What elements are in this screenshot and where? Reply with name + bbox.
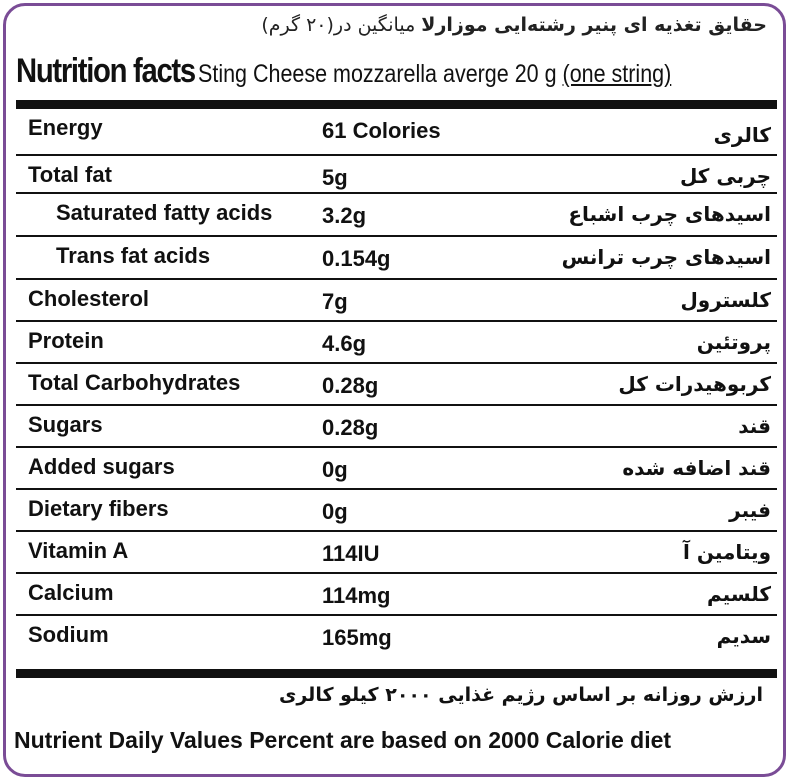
nutrient-name-fa: کربوهیدرات کل: [618, 372, 771, 396]
nutrient-name-fa: قند: [738, 414, 771, 438]
nutrient-name: Added sugars: [28, 454, 175, 479]
table-row: [16, 156, 777, 194]
table-row: [16, 194, 777, 237]
nutrient-value: 114mg: [322, 583, 391, 608]
nutrient-value: 5g: [322, 165, 348, 190]
nutrient-value: 165mg: [322, 625, 392, 650]
nutrient-name-fa: قند اضافه شده: [622, 456, 771, 480]
nutrient-name-fa: سدیم: [716, 624, 771, 648]
table-row: [16, 490, 777, 532]
nutrient-name-fa: پروتئین: [696, 330, 771, 354]
nutrient-value: 114IU: [322, 541, 380, 566]
serving-size: (one string): [562, 60, 672, 88]
table-row: [16, 237, 777, 280]
nutrient-name: Sodium: [28, 622, 109, 647]
english-footnote: Nutrient Daily Values Percent are based on 2000 Calorie diet: [14, 727, 672, 753]
persian-title: [20, 14, 767, 36]
nutrient-name: Energy: [28, 115, 103, 140]
persian-title-rest: میانگین در(۲۰ گرم): [261, 14, 416, 36]
nutrient-value: 4.6g: [322, 331, 367, 356]
top-rule: [16, 100, 777, 109]
nutrient-name: Sugars: [28, 412, 103, 437]
nutrient-name: Cholesterol: [28, 286, 150, 311]
table-row: [16, 406, 777, 448]
nutrient-name: Total Carbohydrates: [28, 370, 241, 395]
nutrient-value: 3.2g: [322, 203, 367, 228]
table-row: [16, 109, 777, 156]
nutrient-name-fa: کالری: [713, 123, 771, 147]
nutrient-name: Calcium: [28, 580, 114, 605]
nutrition-table: [16, 109, 777, 671]
nutrient-value: 0.154g: [322, 246, 391, 271]
table-row: [16, 532, 777, 574]
nutrient-name-fa: اسیدهای چرب ترانس: [561, 245, 771, 269]
nutrient-name-fa: ویتامین آ: [683, 540, 771, 564]
table-row: [16, 364, 777, 406]
nutrient-name: Vitamin A: [28, 538, 129, 563]
nutrition-facts-heading: Nutrition facts: [16, 52, 195, 90]
nutrient-value: 0g: [322, 457, 348, 482]
bottom-rule: [16, 669, 777, 678]
product-subtitle: [198, 60, 671, 89]
nutrient-name-fa: اسیدهای چرب اشباع: [568, 202, 771, 226]
nutrient-name: Total fat: [28, 162, 112, 187]
table-row: [16, 616, 777, 671]
nutrient-value: 0.28g: [322, 415, 379, 440]
nutrient-name-fa: چربی کل: [679, 164, 771, 188]
persian-footnote: ارزش روزانه بر اساس رژیم غذایی ۲۰۰۰ کیلو کالری: [278, 684, 763, 706]
product-name: Sting Cheese mozzarella averge 20 g: [198, 60, 557, 88]
table-row: [16, 322, 777, 364]
persian-title-bold: حقایق تغذیه ای پنیر رشته‌ایی موزارلا: [421, 14, 767, 36]
table-row: [16, 574, 777, 616]
nutrient-name: Saturated fatty acids: [56, 200, 273, 225]
nutrient-value: 0g: [322, 499, 348, 524]
nutrient-name: Trans fat acids: [56, 243, 211, 268]
nutrient-value: 0.28g: [322, 373, 379, 398]
nutrient-name-fa: فیبر: [729, 498, 771, 522]
english-title: [16, 52, 777, 91]
table-row: [16, 448, 777, 490]
nutrient-name-fa: کلسترول: [680, 288, 771, 312]
nutrient-name-fa: کلسیم: [707, 582, 771, 606]
nutrient-value: 61 Colories: [322, 118, 441, 143]
nutrient-value: 7g: [322, 289, 348, 314]
table-row: [16, 280, 777, 322]
nutrient-name: Protein: [28, 328, 104, 353]
nutrient-name: Dietary fibers: [28, 496, 169, 521]
